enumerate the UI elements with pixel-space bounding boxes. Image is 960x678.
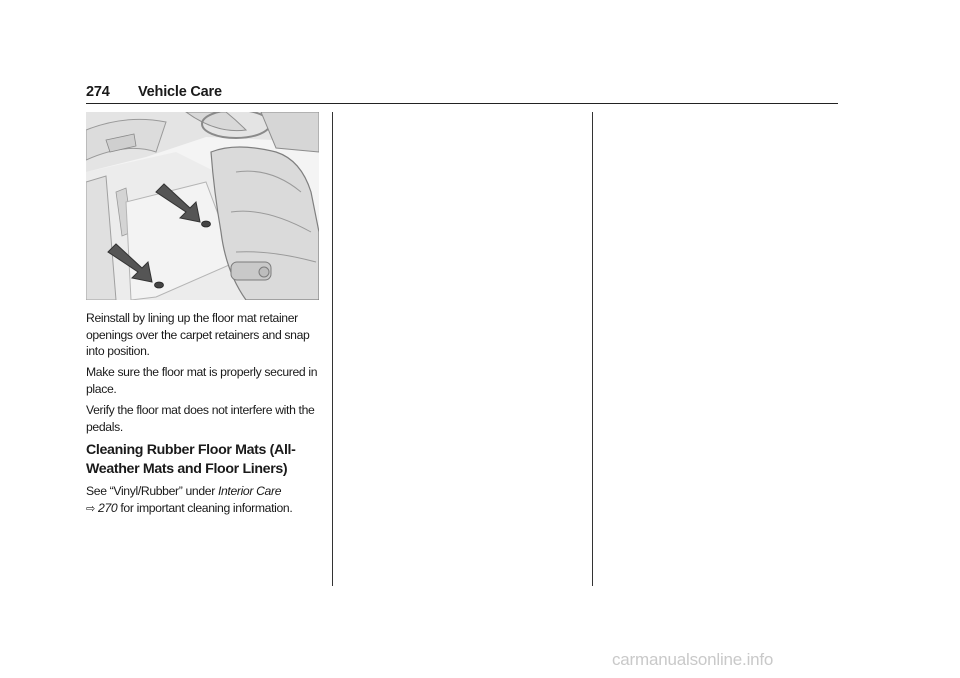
- paragraph-reinstall-text: Reinstall by lining up the floor mat retainer openings over the carpet retainers and snap into position.: [86, 311, 310, 358]
- paragraph-pedals-text: Verify the floor mat does not interfere with the pedals.: [86, 403, 315, 434]
- paragraph-secure-text: Make sure the floor mat is properly secured in place.: [86, 365, 318, 396]
- paragraph-reinstall: [86, 310, 322, 360]
- reference-text-after: for important cleaning information.: [117, 500, 293, 515]
- paragraph-secure: [86, 364, 322, 397]
- page-reference-arrow-icon: ⇨: [86, 502, 95, 515]
- reference-page-number[interactable]: 270: [98, 500, 118, 515]
- reference-text-before: See “Vinyl/Rubber” under: [86, 484, 218, 498]
- paragraph-cleaning-reference: [86, 483, 322, 517]
- column-divider-left: [332, 112, 333, 586]
- subheading-cleaning-rubber-mats: Cleaning Rubber Floor Mats (All-Weather Mats and Floor Liners): [86, 442, 296, 477]
- page-number: 274: [86, 84, 110, 100]
- column-divider-right: [592, 112, 593, 586]
- page-header: [86, 84, 838, 102]
- paragraph-pedals: [86, 402, 322, 435]
- watermark: carmanualsonline.info: [612, 650, 774, 669]
- header-rule: [86, 103, 838, 104]
- section-title: Vehicle Care: [138, 84, 222, 100]
- reference-italic-title[interactable]: Interior Care: [217, 484, 282, 498]
- floor-mat-retainer-illustration: [86, 112, 319, 300]
